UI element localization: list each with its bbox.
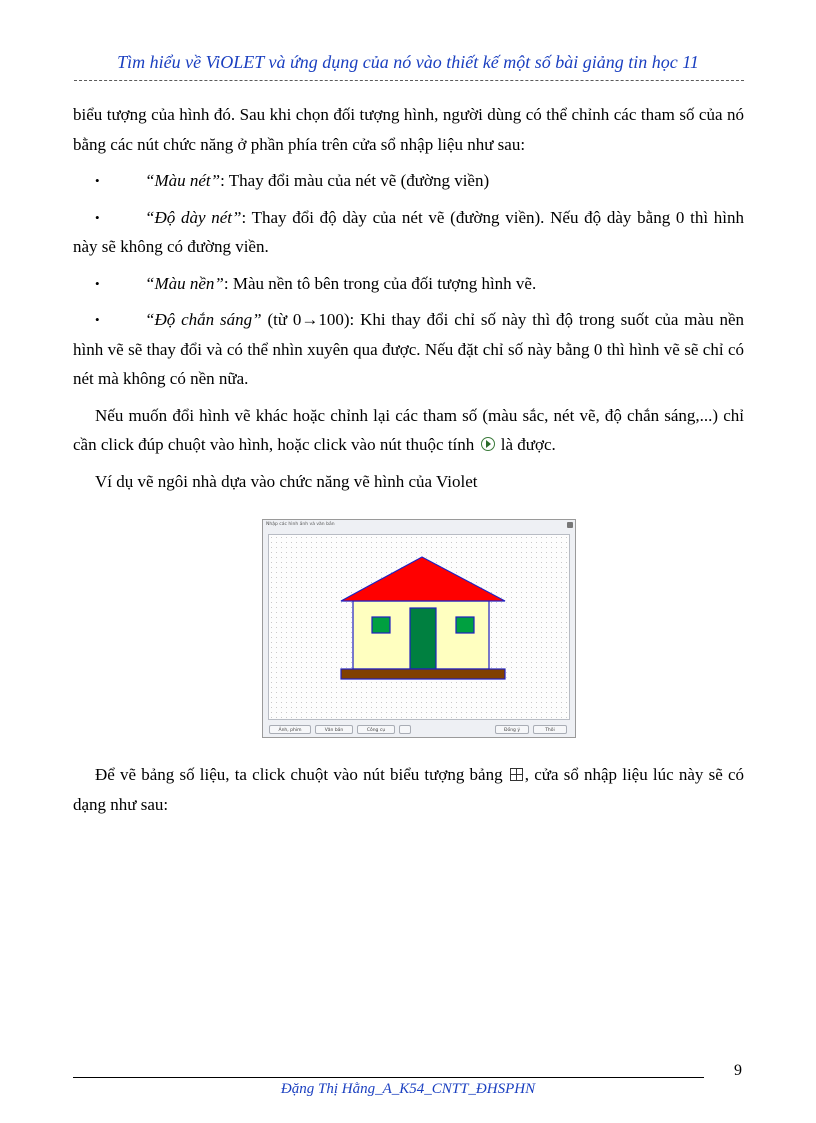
table-icon	[510, 768, 523, 781]
page-number: 9	[734, 1062, 742, 1079]
bullet-text: : Thay đổi độ dày của nét vẽ (đường viền). Nếu độ dày bằng 0 thì hình này sẽ không có đường viền.	[73, 207, 745, 256]
bullet-icon: •	[95, 173, 100, 188]
window-toolbar	[267, 725, 571, 735]
paragraph-intro: biểu tượng của hình đó. Sau khi chọn đối tượng hình, người dùng có thể chỉnh các tham số của nó bằng các nút chức năng ở phần phía trên cửa sổ nhập liệu như sau:	[73, 105, 744, 154]
document-body-lower	[73, 760, 744, 826]
bullet-text: : Màu nền tô bên trong của đối tượng hình vẽ.	[223, 273, 537, 293]
footer-divider	[73, 1077, 704, 1078]
paragraph-text: Nếu muốn đổi hình vẽ khác hoặc chỉnh lại các tham số (màu sắc, nét vẽ, độ chắn sáng,...) chỉ cần click đúp chuột vào hình, hoặc click vào nút thuộc tính	[73, 405, 744, 454]
bullet-term: “Độ chắn sáng”	[145, 310, 262, 329]
ok-button[interactable]: Đồng ý	[495, 725, 529, 734]
house-base	[341, 669, 505, 679]
paragraph-text: là được.	[500, 435, 556, 454]
bullet-text: : Thay đổi màu của nét vẽ (đường viền)	[220, 171, 490, 190]
bullet-term: “Màu nền”	[145, 273, 224, 293]
cancel-button[interactable]: Thôi	[533, 725, 567, 734]
page-footer: Đặng Thị Hằng_A_K54_CNTT_ĐHSPHN	[280, 1081, 536, 1097]
bullet-fill-color	[73, 269, 744, 299]
house-window-left	[372, 617, 390, 633]
header-divider	[74, 80, 744, 81]
image-movie-button[interactable]: Ảnh, phim	[269, 725, 311, 734]
paragraph-table	[73, 760, 744, 819]
house-window-right	[456, 617, 474, 633]
bullet-opacity	[73, 305, 744, 394]
tools-button[interactable]: Công cụ	[357, 725, 395, 734]
house-roof	[341, 557, 505, 601]
bullet-icon: •	[95, 209, 100, 225]
drawing-canvas[interactable]	[268, 534, 570, 720]
bullet-term: “Màu nét”	[145, 171, 221, 190]
properties-icon	[481, 437, 495, 451]
settings-icon[interactable]	[399, 725, 411, 734]
bullet-icon: •	[95, 312, 100, 327]
paragraph-text: , cửa sổ nhập liệu lúc này sẽ có dạng như sau:	[73, 765, 744, 814]
document-body	[73, 100, 744, 503]
house-drawing	[269, 535, 571, 721]
house-door	[410, 608, 436, 669]
paragraph-edit-shape	[73, 401, 744, 460]
page-header: Tìm hiểu về ViOLET và ứng dụng của nó vào thiết kế một số bài giảng tin học 11	[117, 52, 699, 72]
bullet-term: “Độ dày nét”	[145, 207, 242, 227]
bullet-text: (từ 0→100): Khi thay đổi chỉ số này thì độ trong suốt của màu nền hình vẽ sẽ thay đổi và có thể nhìn xuyên qua được. Nếu đặt chỉ số này bằng 0 thì hình vẽ sẽ chỉ có nét mà không có nền nữa.	[73, 310, 744, 388]
violet-input-window	[262, 519, 576, 738]
close-icon[interactable]	[567, 522, 573, 528]
bullet-icon: •	[95, 275, 100, 291]
bullet-line-width	[73, 203, 744, 262]
bullet-line-color	[73, 166, 744, 196]
window-title: Nhập các hình ảnh và văn bản	[266, 522, 335, 527]
text-button[interactable]: Văn bản	[315, 725, 353, 734]
paragraph-example: Ví dụ vẽ ngôi nhà dựa vào chức năng vẽ hình của Violet	[95, 471, 478, 491]
paragraph-text: Để vẽ bảng số liệu, ta click chuột vào nút biểu tượng bảng	[95, 765, 503, 784]
